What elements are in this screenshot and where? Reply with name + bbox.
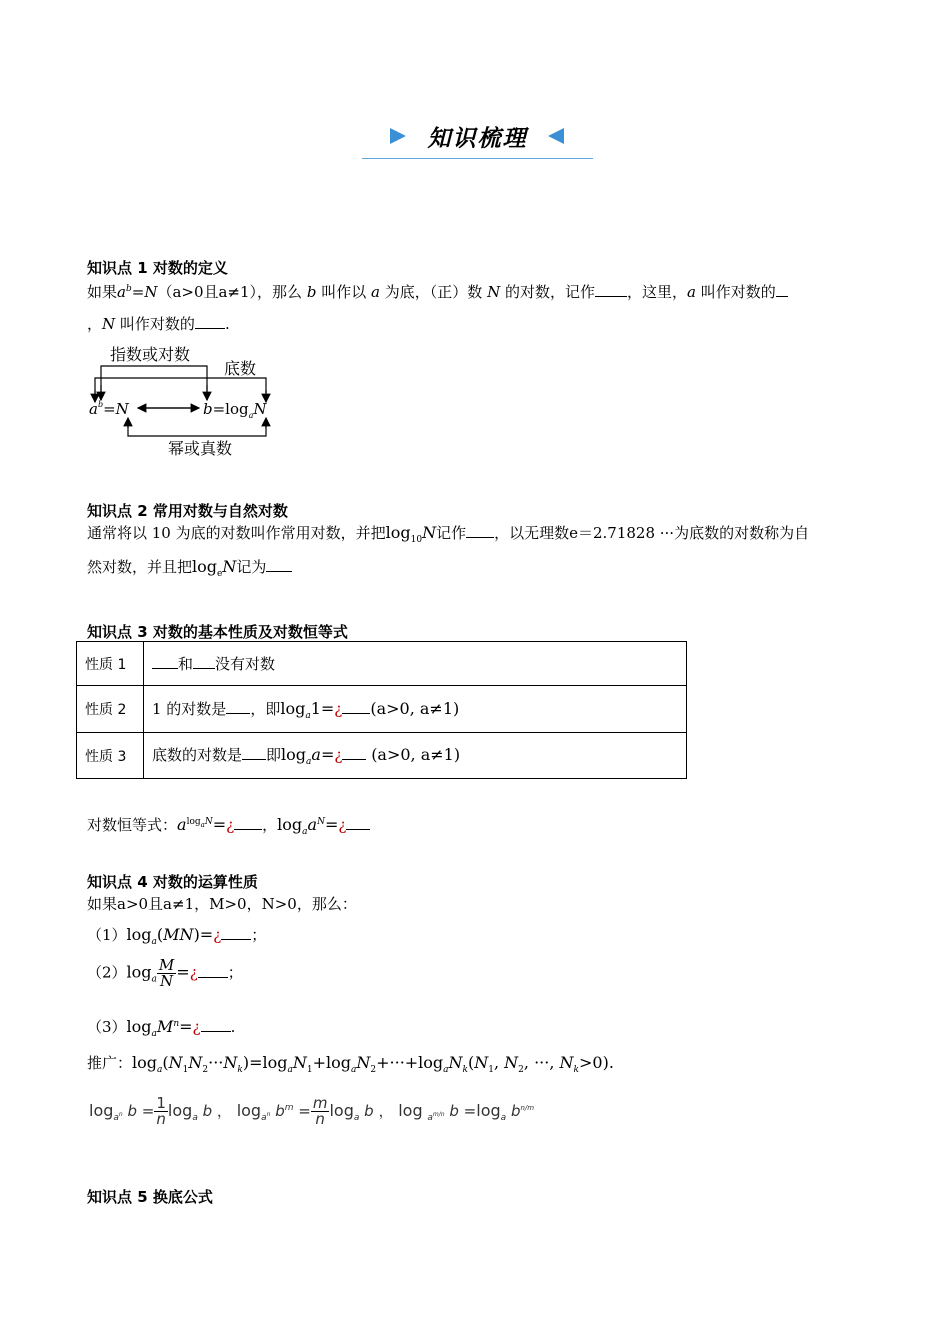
section-title-banner [362,112,593,159]
table-row [77,686,687,733]
k2-line1: 通常将以 10 为底的对数叫作常用对数，并把$\log_{10}N$记作 ，以无理数e＝2.71828 ···为底数的对数称为自 [87,523,810,545]
prop2-label: 性质 2 [77,686,144,733]
diagram-left-expr: $a^b=N$ [89,400,129,418]
k4-power-base-formulas: $\log_{a^n} b$ = $\frac{1}{n}$ $\log_a b$ ， $\log_{a^n} b^m$ = $\frac{m}{n}$ $\log_a b$ ， log $_{a^{m/n}}$ $b =\log_a$ $b^{n/m}$ [89,1094,535,1128]
diagram-right-expr: $b=\log_aN$ [203,400,267,420]
prop1-content: 和 没有对数 [144,642,687,686]
table-row [77,733,687,779]
table-row [77,642,687,686]
k4-condition: 如果a>0且a≠1，M>0，N>0，那么： [87,895,357,913]
k4-heading: 知识点 4 对数的运算性质 [87,873,258,891]
prop2-content: 1 的对数是 ，即$\log_a1=¿$ (a>0, a≠1) [144,686,687,733]
k3-heading: 知识点 3 对数的基本性质及对数恒等式 [87,623,348,641]
k4-item1: $(1)\log_a(MN)=¿$ ； [87,925,267,947]
arrow-left-icon [548,128,564,144]
diagram-right-label: 底数 [224,359,257,378]
section-title: 知识梳理 [427,126,528,152]
k4-item3: $(3)\log_aM^n=¿$ . [87,1017,236,1039]
prop3-label: 性质 3 [77,733,144,779]
log-identity: 对数恒等式：$a^{log_aN}=¿$ ，$\log_aa^N=¿$ [87,814,370,837]
prop3-content: 底数的对数是 即$\log_aa=¿$ (a>0, a≠1) [144,733,687,779]
k1-line2: ，N 叫作对数的 . [87,315,230,333]
k1-line1: 如果$a^b=N(a>0$且a≠1），那么 b 叫作以 a 为底，（正）数 N 的对数，记作 ，这里，a 叫作对数的 [87,281,788,302]
k1-heading: 知识点 1 对数的定义 [87,259,228,277]
diagram-top-label: 指数或对数 [110,345,191,364]
diagram-bottom-label: 幂或真数 [168,439,233,458]
prop1-label: 性质 1 [77,642,144,686]
diagram-top-bracket [101,366,207,400]
k5-heading: 知识点 5 换底公式 [87,1188,213,1206]
log-definition-diagram [86,340,286,465]
properties-table [76,641,687,779]
k2-line2: 然对数，并且把$\log_eN$记为 [87,556,292,579]
diagram-bottom-bracket [128,420,266,436]
k2-heading: 知识点 2 常用对数与自然对数 [87,502,288,520]
diagram-base-bracket [95,378,266,402]
k4-item2: $(2)\log_a$ $\frac{M}{N}$ =¿ ； [87,956,243,990]
k4-generalization: 推广：$\log_a(N_1N_2\cdot\cdot\cdot N_k)=\log_aN_1+\log_aN_2+\cdot\cdot\cdot+\log_aN_k(N_1$, $N_2$, ···, $N_k>0$). [87,1053,614,1075]
